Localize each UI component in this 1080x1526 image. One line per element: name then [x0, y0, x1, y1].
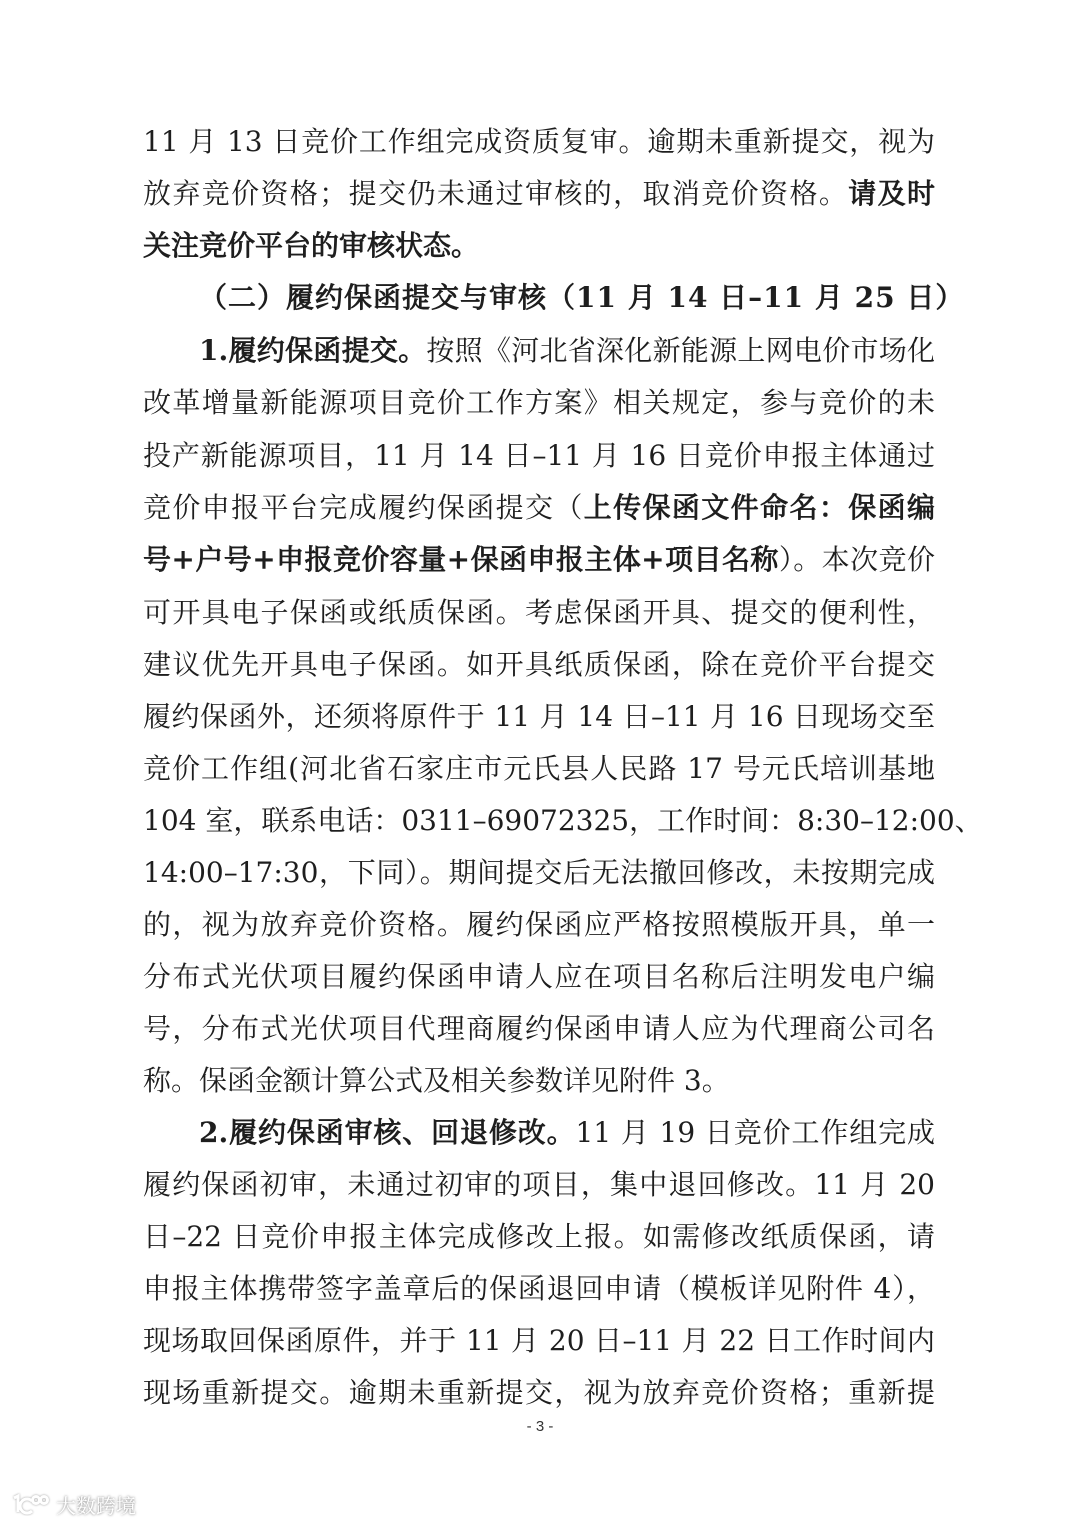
- paragraph-line: [143, 540, 935, 580]
- text-segment: 申报主体携带签字盖章后的保函退回申请（模板详见附件 4），: [143, 1272, 935, 1305]
- text-segment: 竞价申报平台完成履约保函提交（: [143, 491, 584, 524]
- 1000-logo-icon: [10, 1492, 52, 1516]
- paragraph-line: [143, 905, 935, 945]
- text-segment: 投产新能源项目，11 月 14 日–11 月 16 日竞价申报主体通过: [143, 439, 935, 472]
- paragraph-line: [143, 436, 935, 476]
- text-segment: 分布式光伏项目履约保函申请人应在项目名称后注明发电户编: [143, 960, 935, 993]
- paragraph-line: [143, 1061, 935, 1101]
- text-segment: 改革增量新能源项目竞价工作方案》相关规定，参与竞价的未: [143, 386, 935, 419]
- bold-text-segment: 上传保函文件命名：保函编: [583, 491, 935, 524]
- text-segment: 放弃竞价资格；提交仍未通过审核的，取消竞价资格。: [143, 177, 849, 210]
- paragraph-line: [143, 593, 935, 633]
- section-heading-text: （二）履约保函提交与审核（11 月 14 日–11 月 25 日）: [199, 281, 965, 314]
- page-number: - 3 -: [526, 1418, 554, 1435]
- paragraph-line: [143, 1009, 935, 1049]
- paragraph-line: [143, 1321, 935, 1361]
- paragraph-line: [143, 645, 935, 685]
- paragraph-line: [143, 853, 935, 893]
- text-segment: 现场重新提交。逾期未重新提交，视为放弃竞价资格；重新提: [143, 1376, 935, 1409]
- text-segment: 104 室，联系电话：0311–69072325，工作时间：8:30–12:00、: [143, 804, 983, 837]
- text-segment: 11 月 13 日竞价工作组完成资质复审。逾期未重新提交，视为: [143, 125, 935, 158]
- text-segment: 称。保函金额计算公式及相关参数详见附件 3。: [143, 1064, 730, 1097]
- paragraph-line: [143, 1269, 935, 1309]
- text-segment: 11 月 19 日竞价工作组完成: [575, 1116, 935, 1149]
- paragraph-line: [143, 122, 935, 162]
- paragraph-line: [143, 1373, 935, 1413]
- section-heading: [199, 278, 965, 318]
- paragraph-line: [143, 801, 983, 841]
- text-segment: 日–22 日竞价申报主体完成修改上报。如需修改纸质保函，请: [143, 1220, 935, 1253]
- watermark-text: 大数跨境: [56, 1493, 136, 1518]
- subsection-title: 1.履约保函提交。: [199, 334, 427, 367]
- text-segment: 竞价工作组(河北省石家庄市元氏县人民路 17 号元氏培训基地: [143, 752, 935, 785]
- paragraph-line: [143, 957, 935, 997]
- bold-text-segment: 关注竞价平台的审核状态。: [143, 229, 480, 262]
- bold-text-segment: 请及时: [848, 177, 935, 210]
- watermark: [10, 1490, 136, 1518]
- paragraph-line: [199, 331, 935, 371]
- text-segment: 履约保函外，还须将原件于 11 月 14 日–11 月 16 日现场交至: [143, 700, 935, 733]
- text-segment: 可开具电子保函或纸质保函。考虑保函开具、提交的便利性，: [143, 596, 935, 629]
- text-segment: 建议优先开具电子保函。如开具纸质保函，除在竞价平台提交: [143, 648, 935, 681]
- text-segment: 14:00–17:30，下同）。期间提交后无法撤回修改，未按期完成: [143, 856, 935, 889]
- text-segment: 履约保函初审，未通过初审的项目，集中退回修改。11 月 20: [143, 1168, 935, 1201]
- paragraph-line: [143, 174, 935, 214]
- text-segment: ）。本次竞价: [778, 543, 935, 576]
- text-segment: 现场取回保函原件，并于 11 月 20 日–11 月 22 日工作时间内: [143, 1324, 935, 1357]
- text-segment: 号，分布式光伏项目代理商履约保函申请人应为代理商公司名: [143, 1012, 935, 1045]
- paragraph-line: [143, 697, 935, 737]
- paragraph-line: [143, 383, 935, 423]
- subsection-title: 2.履约保函审核、回退修改。: [199, 1116, 576, 1149]
- paragraph-line: [143, 1217, 935, 1257]
- paragraph-line: [143, 1165, 935, 1205]
- paragraph-line: [143, 749, 935, 789]
- paragraph-line: [143, 488, 935, 528]
- text-segment: 按照《河北省深化新能源上网电价市场化: [426, 334, 935, 367]
- paragraph-line: [143, 226, 935, 266]
- bold-text-segment: 号+户号+申报竞价容量+保函申报主体+项目名称: [143, 543, 779, 576]
- text-segment: 的，视为放弃竞价资格。履约保函应严格按照模版开具，单一: [143, 908, 935, 941]
- paragraph-line: [199, 1113, 935, 1153]
